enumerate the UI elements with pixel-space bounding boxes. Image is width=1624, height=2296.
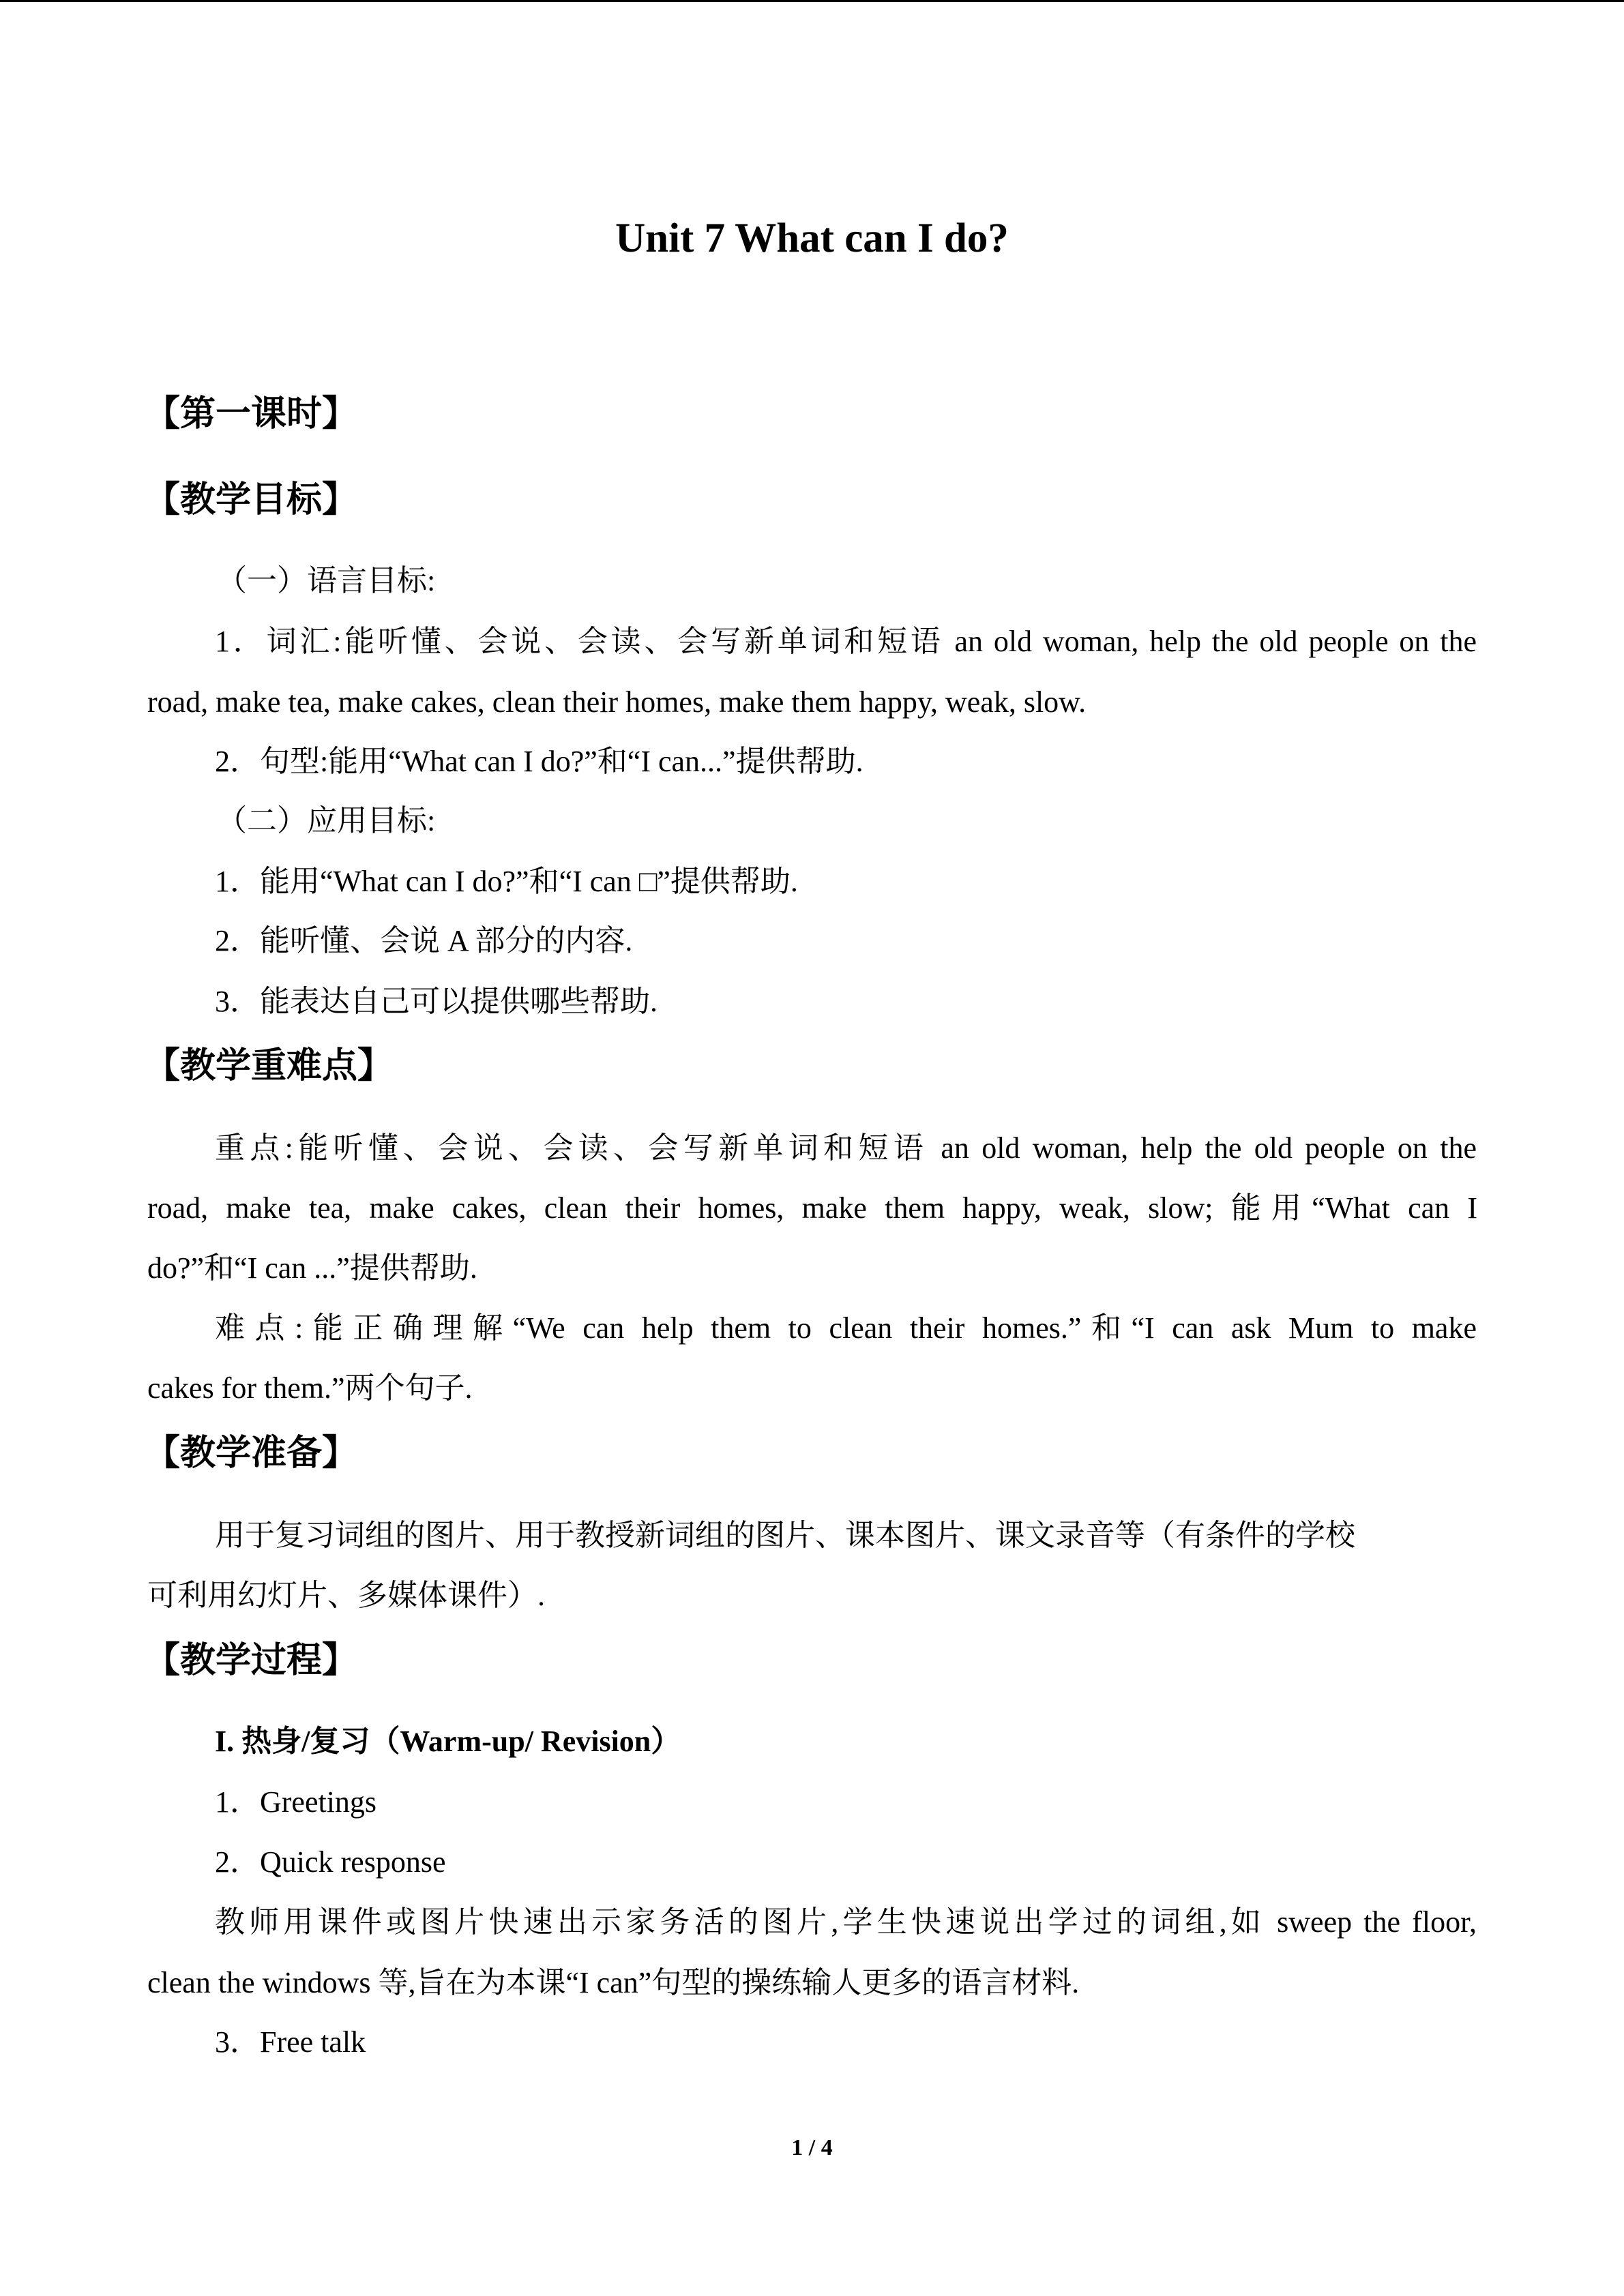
quick-response-line-1: 教师用课件或图片快速出示家务活的图片,学生快速说出学过的词组,如 sweep the floor,	[215, 1905, 1477, 1939]
section-heading-preparation: 【教学准备】	[145, 1433, 358, 1474]
goals-language-label: （一）语言目标:	[217, 564, 436, 597]
section-heading-lesson: 【第一课时】	[145, 393, 358, 434]
key-points-line-2: road, make tea, make cakes, clean their homes, make them happy, weak, slow; 能用“What can I	[147, 1191, 1477, 1225]
quick-response-line-2: clean the windows 等,旨在为本课“I can”句型的操练输人更多的语言材料.	[147, 1966, 1080, 1999]
goals-sentence: 2．句型:能用“What can I do?”和“I can...”提供帮助.	[215, 745, 863, 778]
document-title: Unit 7 What can I do?	[615, 215, 1009, 261]
difficult-points-line-2: cakes for them.”两个句子.	[147, 1371, 473, 1405]
key-points-line-3: do?”和“I can ...”提供帮助.	[147, 1251, 477, 1285]
page-top-border	[0, 0, 1624, 2]
preparation-line-2: 可利用幻灯片、多媒体课件）.	[147, 1579, 545, 1612]
goals-vocab-line-1: 1．词汇:能听懂、会说、会读、会写新单词和短语 an old woman, help the old people on the	[215, 625, 1477, 658]
section-heading-process: 【教学过程】	[145, 1640, 358, 1681]
step-greetings: 1．Greetings	[215, 1785, 377, 1819]
apply-item-1: 1．能用“What can I do?”和“I can □”提供帮助.	[215, 865, 798, 898]
warmup-heading: I. 热身/复习（Warm-up/ Revision）	[215, 1725, 681, 1758]
apply-item-3: 3．能表达自己可以提供哪些帮助.	[215, 985, 658, 1018]
goals-vocab-line-2: road, make tea, make cakes, clean their homes, make them happy, weak, slow.	[147, 685, 1087, 719]
key-points-line-1: 重点:能听懂、会说、会读、会写新单词和短语 an old woman, help the old people on the	[215, 1131, 1477, 1165]
difficult-points-line-1: 难点:能正确理解“We can help them to clean their homes.”和“I can ask Mum to make	[215, 1311, 1477, 1345]
step-quick-response: 2．Quick response	[215, 1845, 446, 1879]
goals-apply-label: （二）应用目标:	[217, 804, 436, 837]
page-number: 1 / 4	[791, 2135, 833, 2160]
section-heading-key-points: 【教学重难点】	[145, 1045, 394, 1086]
step-free-talk: 3．Free talk	[215, 2025, 366, 2059]
apply-item-2: 2．能听懂、会说 A 部分的内容.	[215, 924, 633, 957]
section-heading-goals: 【教学目标】	[145, 479, 358, 520]
preparation-line-1: 用于复习词组的图片、用于教授新词组的图片、课本图片、课文录音等（有条件的学校	[215, 1519, 1355, 1552]
